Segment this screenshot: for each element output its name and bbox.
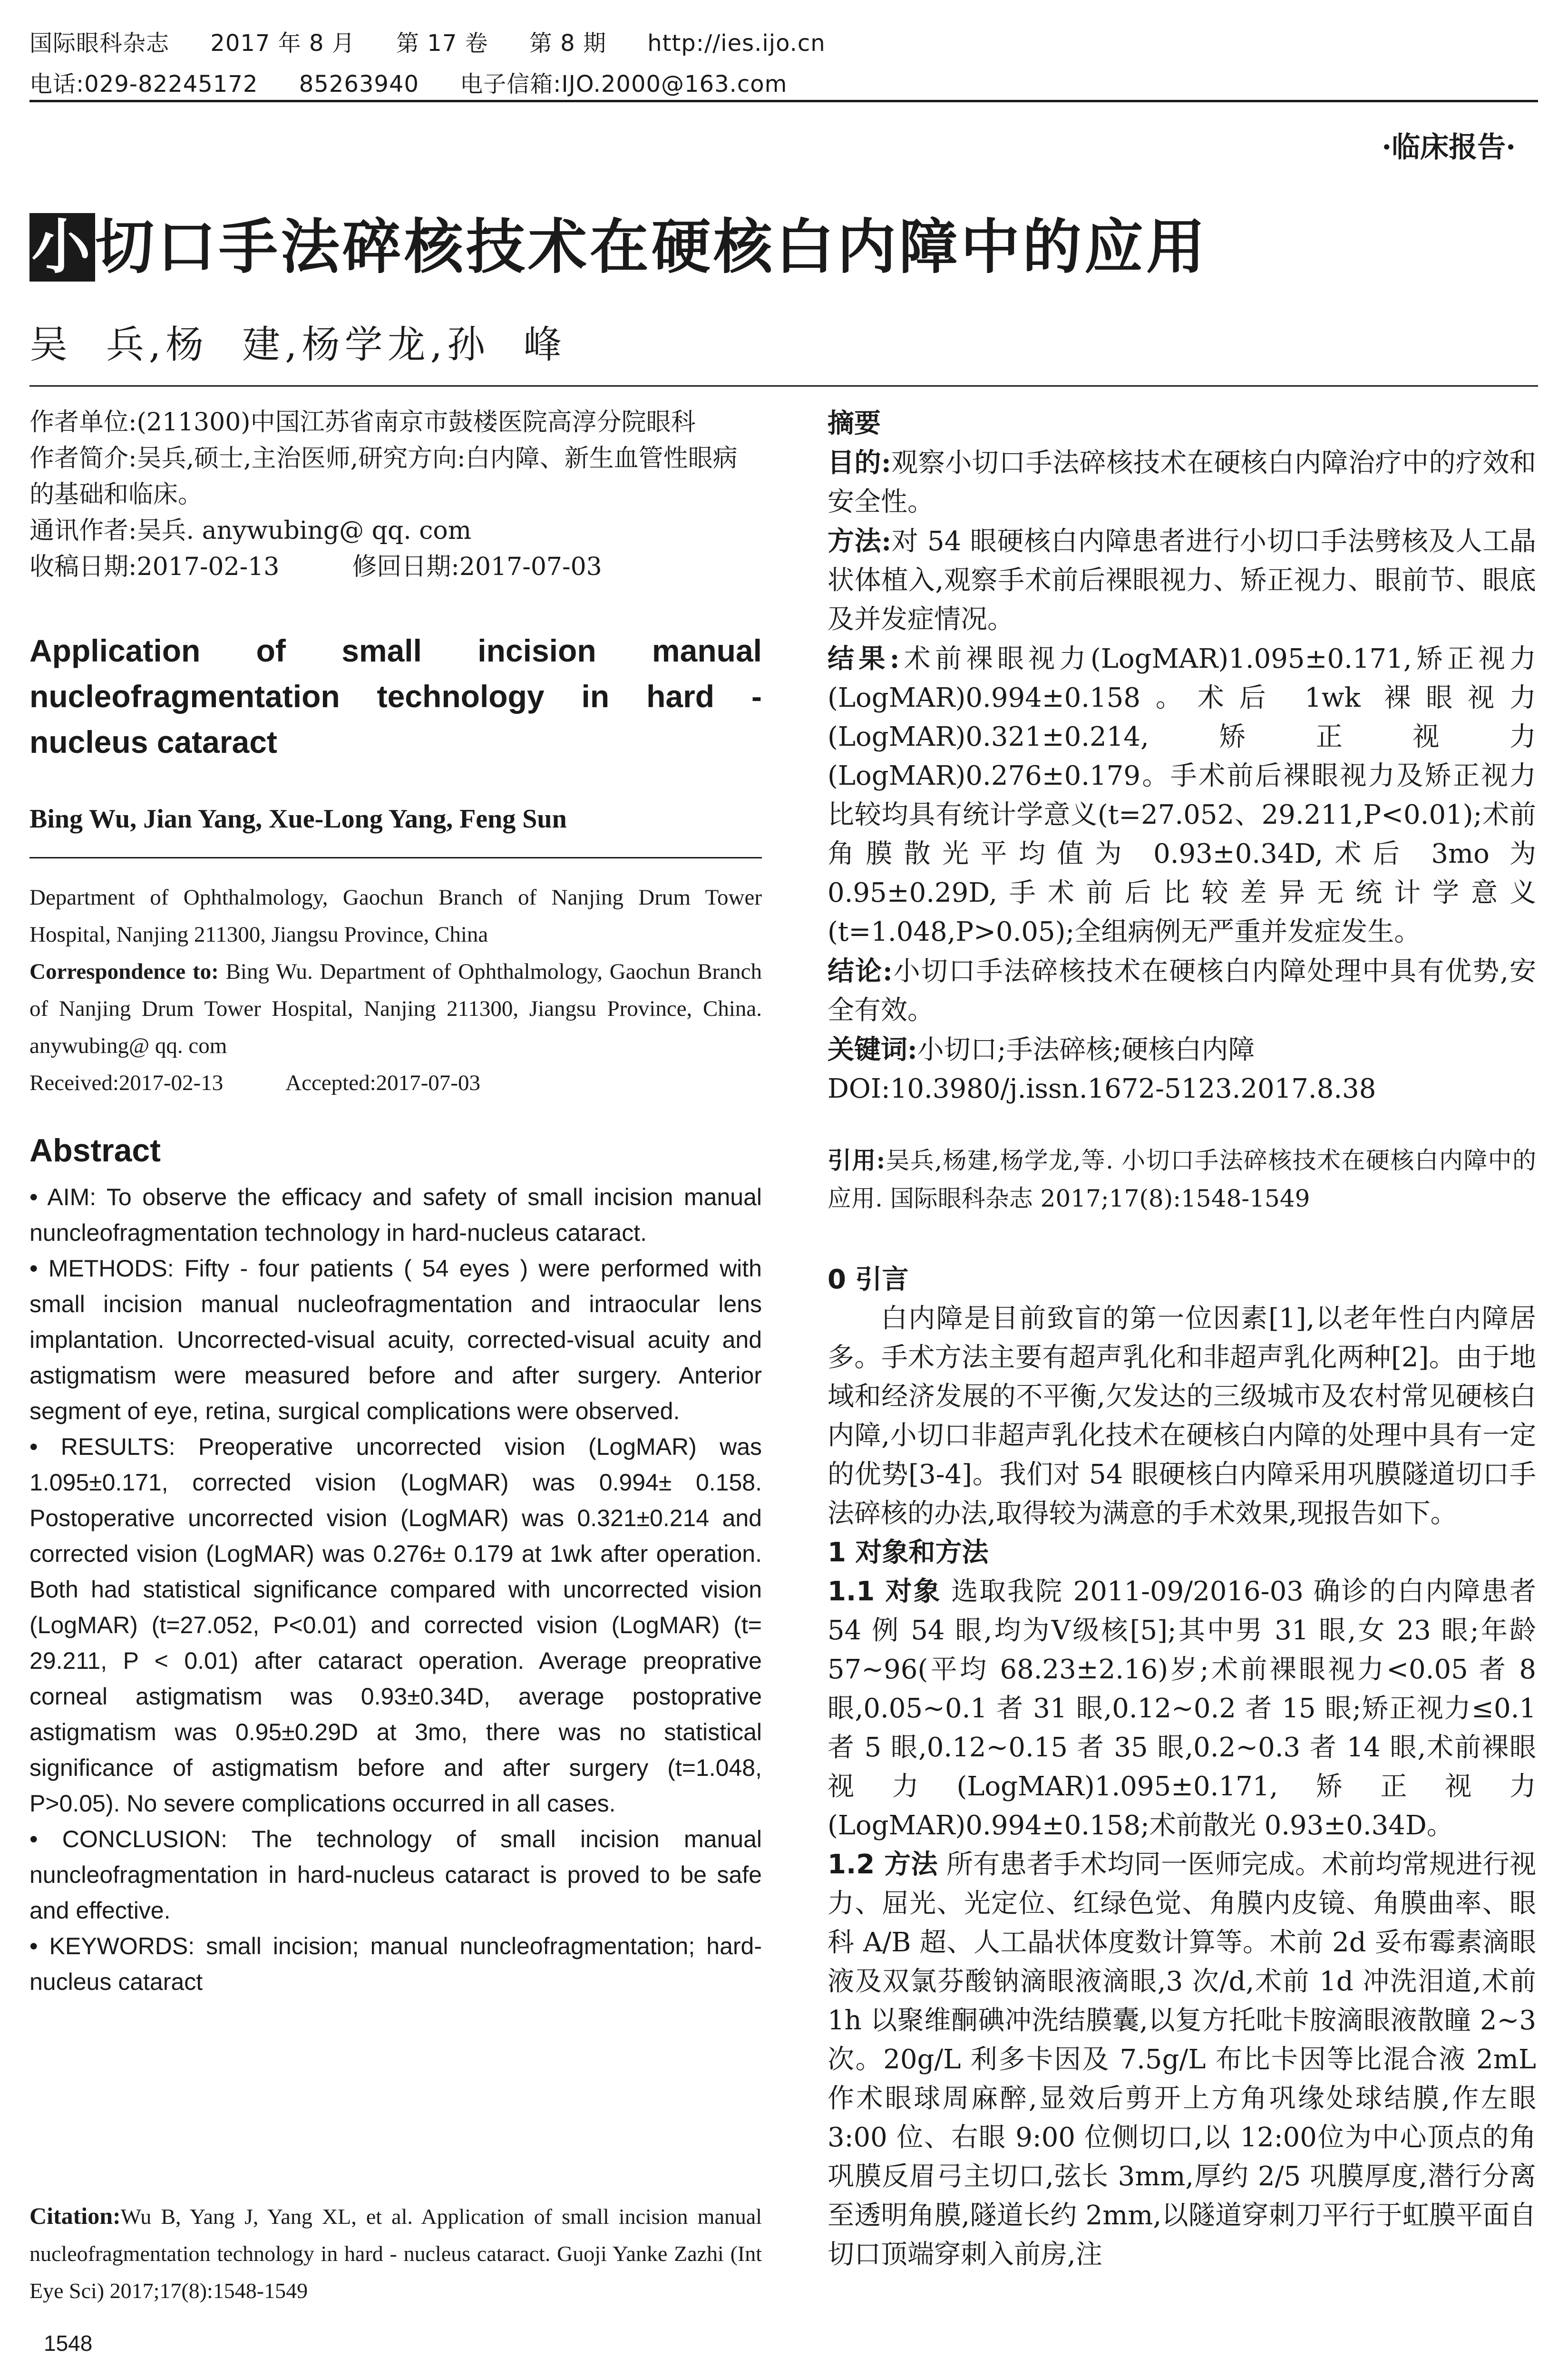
procedure-label: 1.2 方法: [828, 1849, 938, 1880]
issue-date: 2017 年 8 月: [210, 30, 355, 57]
email[interactable]: 电子信箱:IJO.2000@163.com: [460, 71, 788, 97]
abstract-en: [29, 1179, 762, 2000]
results-text: 术前裸眼视力(LogMAR)1.095±0.171,矫正视力(LogMAR)0.994±0.158。术后 1wk 裸眼视力(LogMAR)0.321±0.214,矫正视力(LogMAR)0.276±0.179。手术前后裸眼视力及矫正视力比较均具有统计学意义(t=27.052、29.211,P<0.01);术前角膜散光平均值为 0.93±0.34D,术后 3mo 为 0.95±0.29D,手术前后比较差异无统计学意义(t=1.048,P>0.05);全组病例无严重并发症发生。: [828, 643, 1537, 947]
abstract-keywords: • KEYWORDS: small incision; manual nuncleofragmentation; hard-nucleus cataract: [29, 1933, 762, 1995]
header-rule: [29, 100, 1538, 102]
title-rest: 切口手法碎核技术在硬核白内障中的应用: [95, 213, 1208, 282]
abstract-cn-results: [828, 639, 1536, 952]
aim-text: 观察小切口手法碎核技术在硬核白内障治疗中的疗效和安全性。: [828, 448, 1537, 517]
journal-url[interactable]: http://ies.ijo.cn: [647, 30, 826, 57]
correspondence-label: Correspondence to:: [29, 959, 219, 984]
abstract-methods: • METHODS: Fifty - four patients ( 54 eyes ) were performed with small incision manual nucleofragmentation and intraocular lens implantation. Uncorrected-visual acuity, corrected-visual acuity and astigmatism were measured before and after surgery. Anterior segment of eye, retina, surgical complications were observed.: [29, 1255, 762, 1424]
aim-label: 目的:: [828, 447, 891, 478]
corresponding-author: 通讯作者:吴兵. anywubing@ qq. com: [29, 516, 472, 545]
title-rule: [29, 385, 1538, 387]
author-bio: 作者简介:吴兵,硕士,主治医师,研究方向:白内障、新生血管性眼病的基础和临床。: [29, 444, 738, 509]
english-authors-rule: [29, 857, 762, 858]
procedure-paragraph: [828, 1845, 1536, 2274]
citation-cn-text: 吴兵,杨建,杨学龙,等. 小切口手法碎核技术在硬核白内障中的应用. 国际眼科杂志 2017;17(8):1548-1549: [828, 1147, 1536, 1212]
keywords-label: 关键词:: [828, 1034, 917, 1065]
journal-header-line-2: [29, 66, 1551, 98]
citation-cn-label: 引用:: [828, 1146, 886, 1174]
abstract-cn: [828, 404, 1536, 1109]
english-affiliation: Department of Ophthalmology, Gaochun Branch of Nanjing Drum Tower Hospital, Nanjing 211300, Jiangsu Province, China: [29, 885, 762, 947]
authors-cn: 吴 兵,杨 建,杨学龙,孙 峰: [29, 322, 566, 367]
issue-number: 第 8 期: [529, 30, 606, 57]
received-date-en: Received:2017-02-13: [29, 1071, 224, 1095]
accepted-date-en: Accepted:2017-07-03: [285, 1071, 480, 1095]
citation-en-label: Citation:: [29, 2202, 121, 2229]
abstract-aim: • AIM: To observe the efficacy and safety of small incision manual nuncleofragmentation technology in hard-nucleus cataract.: [29, 1184, 762, 1246]
english-dates: [29, 1064, 762, 1101]
phone: 电话:029-82245172: [29, 71, 258, 97]
methods-text: 对 54 眼硬核白内障患者进行小切口手法劈核及人工晶状体植入,观察手术前后裸眼视力、矫正视力、眼前节、眼底及并发症情况。: [828, 526, 1537, 635]
english-title: Application of small incision manual nucleofragmentation technology in hard - nucleus cataract: [29, 633, 762, 760]
english-correspondence: [29, 953, 762, 1064]
methods-label: 方法:: [828, 526, 892, 557]
author-unit: 作者单位:(211300)中国江苏省南京市鼓楼医院高淳分院眼科: [29, 408, 696, 437]
doi[interactable]: DOI:10.3980/j.issn.1672-5123.2017.8.38: [828, 1073, 1376, 1104]
results-label: 结果:: [828, 643, 900, 674]
conclusion-text: 小切口手法碎核技术在硬核白内障处理中具有优势,安全有效。: [828, 956, 1536, 1026]
citation-cn: [828, 1141, 1536, 1218]
revised-date-cn: 修回日期:2017-07-03: [352, 553, 602, 581]
title-first-char: 小: [29, 213, 95, 282]
correspondence-text: Bing Wu. Department of Ophthalmology, Gaochun Branch of Nanjing Drum Tower Hospital, Nanjing 211300, Jiangsu Province, China. anywubing@ qq. com: [29, 959, 762, 1058]
abstract-conclusion: • CONCLUSION: The technology of small incision manual nuncleofragmentation in hard-nucleus cataract is proved to be safe and effective.: [29, 1826, 762, 1924]
page-title: [29, 200, 1208, 284]
abstract-cn-conclusion: [828, 952, 1536, 1030]
abstract-cn-keywords: [828, 1030, 1536, 1070]
citation-en-text: Wu B, Yang J, Yang XL, et al. Application of small incision manual nucleofragmentation technology in hard - nucleus cataract. Guoji Yanke Zazhi (Int Eye Sci) 2017;17(8):1548-1549: [29, 2204, 762, 2303]
subjects-label: 1.1 对象: [828, 1576, 942, 1607]
received-date-cn: 收稿日期:2017-02-13: [29, 553, 280, 581]
journal-header-line-1: [29, 25, 1551, 58]
conclusion-label: 结论:: [828, 955, 893, 987]
abstract-cn-heading: 摘要: [828, 408, 881, 439]
section-label: ·临床报告·: [1382, 131, 1516, 164]
english-authors: Bing Wu, Jian Yang, Xue-Long Yang, Feng Sun: [29, 804, 567, 834]
citation-en: [29, 2197, 762, 2309]
procedure-text: 所有患者手术均同一医师完成。术前均常规进行视力、屈光、光定位、红绿色觉、角膜内皮镜、角膜曲率、眼科 A/B 超、人工晶状体度数计算等。术前 2d 妥布霉素滴眼液及双氯芬酸钠滴眼液滴眼,3 次/d,术前 1d 冲洗泪道,术前 1h 以聚维酮碘冲洗结膜囊,以复方托吡卡胺滴眼液散瞳 2~3 次。20g/L 利多卡因及 7.5g/L 布比卡因等比混合液 2mL 作术眼球周麻醉,显效后剪开上方角巩缘处球结膜,作左眼 3:00 位、右眼 9:00 位侧切口,以 12:00位为中心顶点的角巩膜反眉弓主切口,弦长 3mm,厚约 2/5 巩膜厚度,潜行分离至透明角膜,隧道长约 2mm,以隧道穿刺刀平行于虹膜平面自切口顶端穿刺入前房,注: [828, 1849, 1536, 2270]
subjects-text: 选取我院 2011-09/2016-03 确诊的白内障患者 54 例 54 眼,均为Ⅴ级核[5];其中男 31 眼,女 23 眼;年龄 57~96(平均 68.23±2.16)岁;术前裸眼视力<0.05 者 8 眼,0.05~0.1 者 31 眼,0.12~0.2 者 15 眼;矫正视力≤0.1 者 5 眼,0.12~0.15 者 35 眼,0.2~0.3 者 14 眼,术前裸眼视力(LogMAR)1.095±0.171,矫正视力(LogMAR)0.994±0.158;术前散光 0.93±0.34D。: [828, 1576, 1536, 1841]
phone-2: 85263940: [299, 71, 419, 97]
page-number: 1548: [44, 2331, 93, 2356]
dates-cn: [29, 549, 762, 585]
author-info-cn: [29, 404, 762, 585]
abstract-cn-aim: [828, 443, 1536, 522]
intro-paragraph: 白内障是目前致盲的第一位因素[1],以老年性白内障居多。手术方法主要有超声乳化和非超声乳化两种[2]。由于地域和经济发展的不平衡,欠发达的三级城市及农村常见硬核白内障,小切口非超声乳化技术在硬核白内障的处理中具有一定的优势[3-4]。我们对 54 眼硬核白内障采用巩膜隧道切口手法碎核的办法,取得较为满意的手术效果,现报告如下。: [828, 1303, 1536, 1529]
body-text: [828, 1260, 1536, 2274]
intro-heading: 0 引言: [828, 1264, 909, 1295]
methods-heading: 1 对象和方法: [828, 1537, 989, 1568]
keywords-text: 小切口;手法碎核;硬核白内障: [917, 1034, 1255, 1065]
subjects-paragraph: [828, 1572, 1536, 1845]
abstract-results: • RESULTS: Preoperative uncorrected vision (LogMAR) was 1.095±0.171, corrected vision (LogMAR) was 0.994± 0.158. Postoperative uncorrected vision (LogMAR) was 0.321±0.214 and corrected vision (LogMAR) was 0.276± 0.179 at 1wk after operation. Both had statistical significance compared with uncorrected vision (LogMAR) (t=27.052, P<0.01) and corrected vision (LogMAR) (t= 29.211, P < 0.01) after cataract operation. Average preoprative corneal astigmatism was 0.93±0.34D, average postoprative astigmatism was 0.95±0.29D at 3mo, there was no statistical significance of astigmatism before and after surgery (t=1.048, P>0.05). No severe complications occurred in all cases.: [29, 1433, 762, 1817]
journal-name: 国际眼科杂志: [29, 30, 170, 57]
abstract-cn-methods: [828, 522, 1536, 639]
abstract-heading: Abstract: [29, 1132, 161, 1169]
english-affiliation-block: [29, 879, 762, 1101]
volume: 第 17 卷: [396, 30, 488, 57]
